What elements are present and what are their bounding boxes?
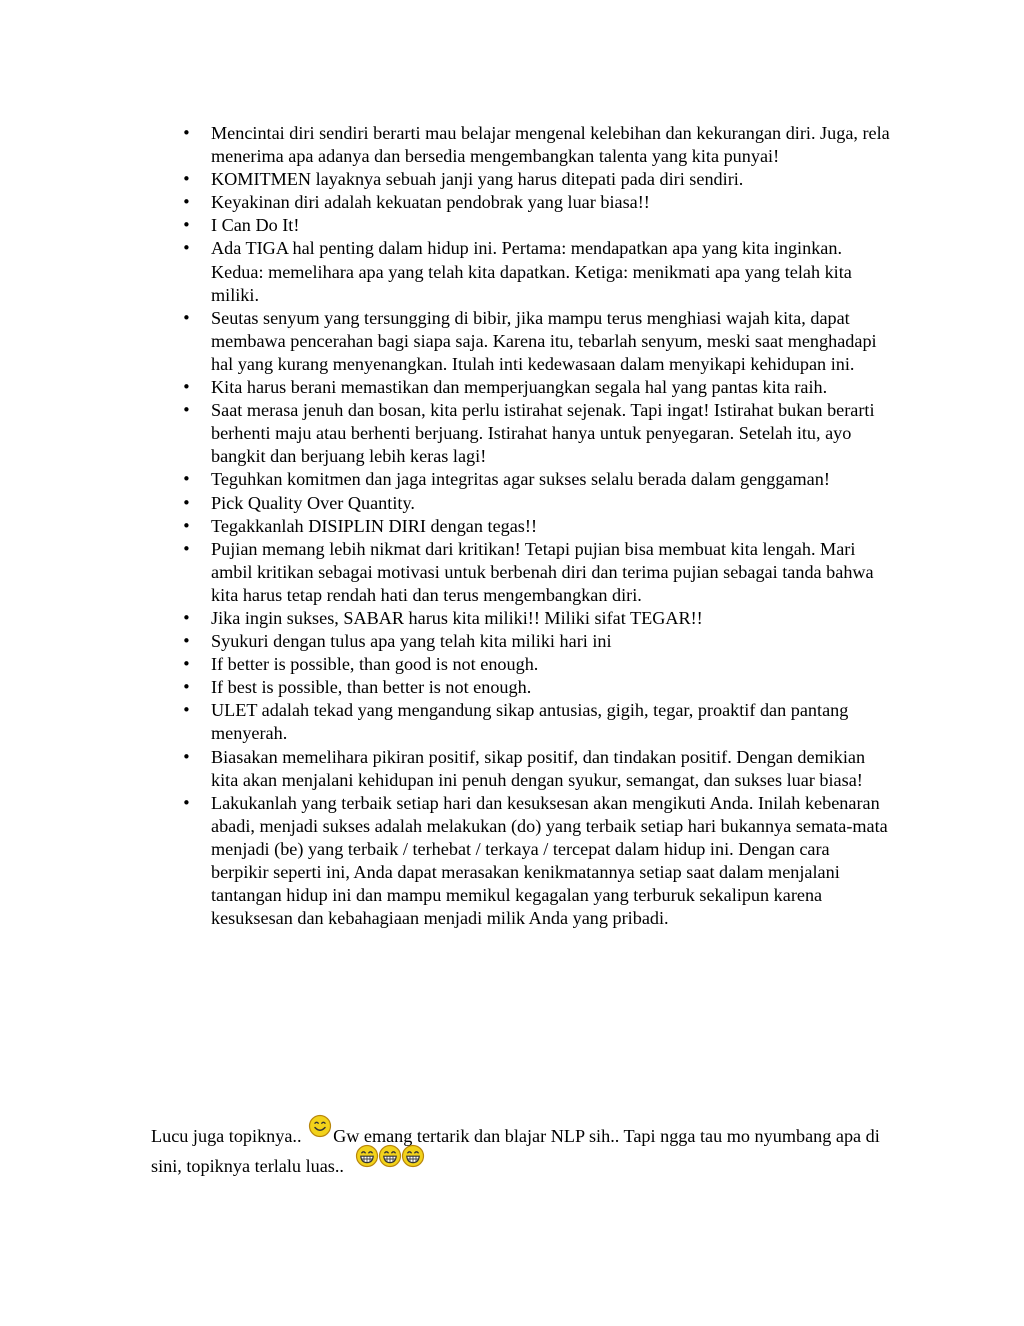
list-item: • I Can Do It! xyxy=(211,214,891,237)
list-item: • Seutas senyum yang tersungging di bibir, jika mampu terus menghiasi wajah kita, dapat membawa pencerahan bagi siapa saja. Karena itu, tebarlah senyum, meski saat menghadapi hal yang kurang menyenangkan. Itulah inti kedewasaan dalam menyikapi kehidupan ini. xyxy=(211,307,891,376)
motivation-bullet-list xyxy=(211,122,891,930)
list-item: • Pujian memang lebih nikmat dari kritikan! Tetapi pujian bisa membuat kita lengah. Mari ambil kritikan sebagai motivasi untuk berbenah diri dan terima pujian sebagai tanda bahwa kita harus tetap rendah hati dan terus mengembangkan diri. xyxy=(211,538,891,607)
comment-paragraph xyxy=(151,1120,891,1180)
list-item: • ULET adalah tekad yang mengandung sikap antusias, gigih, tegar, proaktif dan pantang menyerah. xyxy=(211,699,891,745)
list-item: • Biasakan memelihara pikiran positif, sikap positif, dan tindakan positif. Dengan demikian kita akan menjalani kehidupan ini penuh dengan syukur, semangat, dan sukses luar biasa! xyxy=(211,746,891,792)
list-item: • Jika ingin sukses, SABAR harus kita miliki!! Miliki sifat TEGAR!! xyxy=(211,607,891,630)
list-item: • KOMITMEN layaknya sebuah janji yang harus ditepati pada diri sendiri. xyxy=(211,168,891,191)
list-item: • Keyakinan diri adalah kekuatan pendobrak yang luar biasa!! xyxy=(211,191,891,214)
list-item: • Teguhkan komitmen dan jaga integritas agar sukses selalu berada dalam genggaman! xyxy=(211,468,891,491)
list-item: • Mencintai diri sendiri berarti mau belajar mengenal kelebihan dan kekurangan diri. Juga, rela menerima apa adanya dan bersedia mengembangkan talenta yang kita punyai! xyxy=(211,122,891,168)
grin-emoji-icon xyxy=(355,1144,379,1168)
grin-emoji-icon xyxy=(378,1144,402,1168)
list-item: • Tegakkanlah DISIPLIN DIRI dengan tegas!! xyxy=(211,515,891,538)
comment-text-end: Gw emang tertarik dan blajar NLP sih.. Tapi ngga tau mo nyumbang apa di sini, topiknya terlalu luas.. xyxy=(151,1126,880,1176)
list-item: • If better is possible, than good is not enough. xyxy=(211,653,891,676)
smile-emoji-icon xyxy=(308,1114,332,1138)
list-item: • Kita harus berani memastikan dan memperjuangkan segala hal yang pantas kita raih. xyxy=(211,376,891,399)
list-item: • Lakukanlah yang terbaik setiap hari dan kesuksesan akan mengikuti Anda. Inilah kebenaran abadi, menjadi sukses adalah melakukan (do) yang terbaik setiap hari bukannya semata-mata menjadi (be) yang terbaik / terhebat / terkaya / tercepat dalam hidup ini. Dengan cara berpikir seperti ini, Anda dapat merasakan kenikmatannya setiap saat dalam menjalani tantangan hidup ini dan mampu memikul kegagalan yang terburuk sekalipun karena kesuksesan dan kebahagiaan menjadi milik Anda yang pribadi. xyxy=(211,792,891,931)
list-item: • If best is possible, than better is not enough. xyxy=(211,676,891,699)
grin-emoji-group xyxy=(355,1150,424,1180)
list-item: • Syukuri dengan tulus apa yang telah kita miliki hari ini xyxy=(211,630,891,653)
comment-text-start: Lucu juga topiknya.. xyxy=(151,1126,307,1146)
list-item: • Ada TIGA hal penting dalam hidup ini. Pertama: mendapatkan apa yang kita inginkan. Kedua: memelihara apa yang telah kita dapatkan. Ketiga: menikmati apa yang telah kita miliki. xyxy=(211,237,891,306)
list-item: • Pick Quality Over Quantity. xyxy=(211,492,891,515)
grin-emoji-icon xyxy=(401,1144,425,1168)
list-item: • Saat merasa jenuh dan bosan, kita perlu istirahat sejenak. Tapi ingat! Istirahat bukan berarti berhenti maju atau berhenti berjuang. Istirahat hanya untuk penyegaran. Setelah itu, ayo bangkit dan berjuang lebih keras lagi! xyxy=(211,399,891,468)
